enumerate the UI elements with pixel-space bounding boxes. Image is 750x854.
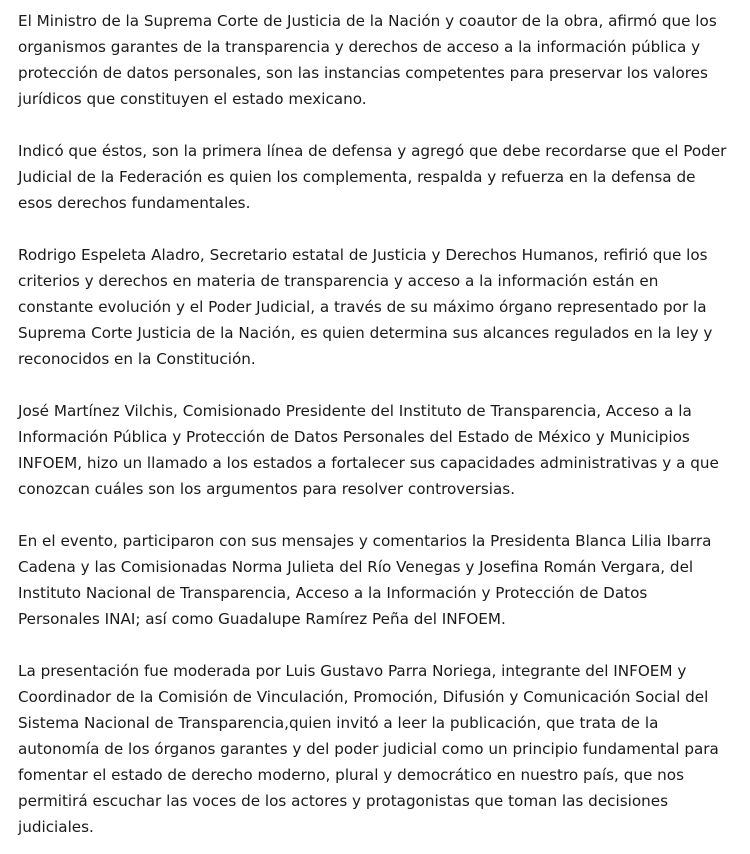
paragraph-evento: En el evento, participaron con sus mensajes y comentarios la Presidenta Blanca Lilia Ibarra Cadena y las Comisionadas Norma Julieta del Río Venegas y Josefina Román Vergara, del Instituto Nacional de Transparencia, Acceso a la Información y Protección de Datos Personales INAI; así como Guadalupe Ramírez Peña del INFOEM. <box>18 532 712 628</box>
paragraph-presentacion: La presentación fue moderada por Luis Gustavo Parra Noriega, integrante del INFOEM y Coordinador de la Comisión de Vinculación, Promoción, Difusión y Comunicación Social del Sistema Nacional de Transparencia,quien invitó a leer la publicación, que trata de la autonomía de los órganos garantes y del poder judicial como un principio fundamental para fomentar el estado de derecho moderno, plural y democrático en nuestro país, que nos permitirá escuchar las voces de los actores y protagonistas que toman las decisiones judiciales. <box>18 662 719 836</box>
paragraph-espeleta: Rodrigo Espeleta Aladro, Secretario estatal de Justicia y Derechos Humanos, refirió que los criterios y derechos en materia de transparencia y acceso a la información están en constante evolución y el Poder Judicial, a través de su máximo órgano representado por la Suprema Corte Justicia de la Nación, es quien determina sus alcances regulados en la ley y reconocidos en la Constitución. <box>18 246 713 368</box>
paragraph-primera-linea: Indicó que éstos, son la primera línea de defensa y agregó que debe recordarse que el Poder Judicial de la Federación es quien los complementa, respalda y refuerza en la defensa de esos derechos fundamentales. <box>18 142 727 212</box>
paragraph-ministro: El Ministro de la Suprema Corte de Justicia de la Nación y coautor de la obra, afirmó que los organismos garantes de la transparencia y derechos de acceso a la información pública y protección de datos personales, son las instancias competentes para preservar los valores jurídicos que constituyen el estado mexicano. <box>18 12 717 108</box>
paragraph-martinez-vilchis: José Martínez Vilchis, Comisionado Presidente del Instituto de Transparencia, Acceso a la Información Pública y Protección de Datos Personales del Estado de México y Municipios INFOEM, hizo un llamado a los estados a fortalecer sus capacidades administrativas y a que conozcan cuáles son los argumentos para resolver controversias. <box>18 402 719 498</box>
